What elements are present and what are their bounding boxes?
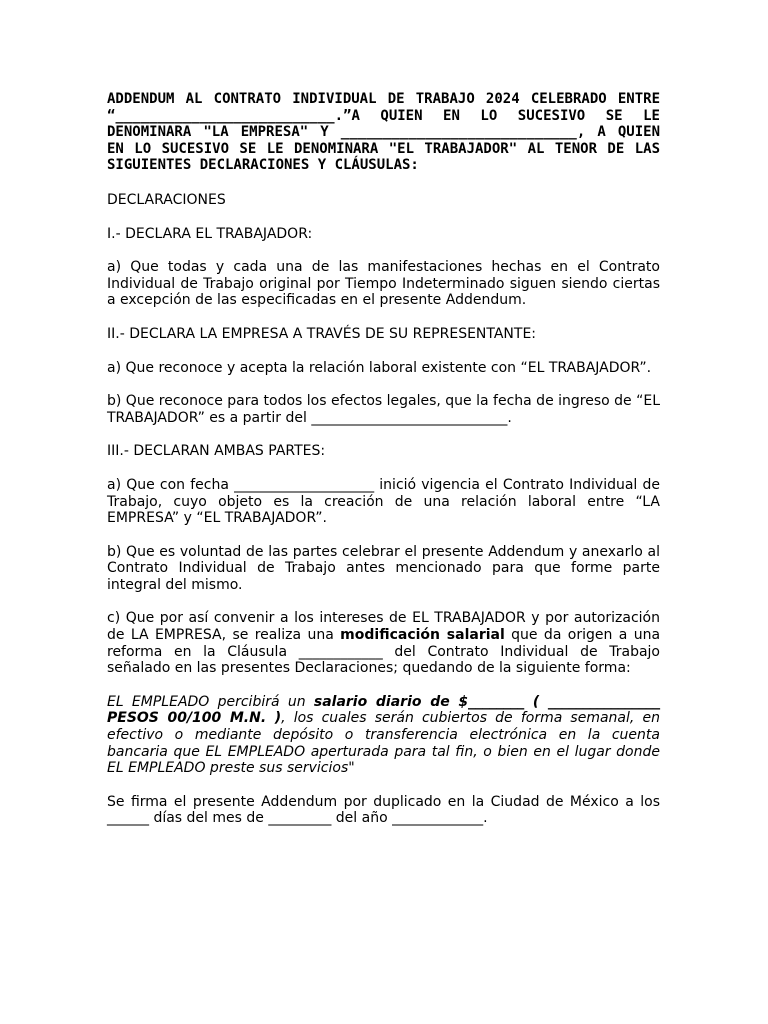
section-3-c-text-2: que da origen a una reforma en la Cláusula (107, 627, 661, 660)
signature-text-3: del año (331, 810, 393, 827)
modificacion-salarial-bold: modificación salarial (340, 627, 505, 644)
fecha-vigencia-blank: ____________________ (234, 476, 375, 493)
salary-amount-blank: ________ (468, 693, 525, 710)
salary-clause (107, 694, 660, 777)
section-3-paragraph-b: b) Que es voluntad de las partes celebrar el presente Addendum y anexarlo al Contrato Individual de Trabajo antes mencionado para que forme parte integral del mismo. (107, 543, 660, 593)
section-2-paragraph-a: a) Que reconoce y acepta la relación laboral existente con “EL TRABAJADOR”. (107, 359, 652, 376)
signature-end: . (483, 810, 488, 827)
fecha-ingreso-blank: ____________________________ (311, 409, 508, 426)
clausula-blank: ____________ (298, 643, 383, 660)
title-blank-2: ____________________________ (340, 124, 577, 141)
salary-words-blank: ________________ (547, 693, 660, 710)
section-3-c-text-1: c) Que por así convenir a los intereses de EL TRABAJADOR y por autorización de LA EMPRESA, se realiza una (107, 610, 660, 644)
declaraciones-heading: DECLARACIONES (107, 191, 226, 208)
section-1-paragraph-a: a) Que todas y cada una de las manifestaciones hechas en el Contrato Individual de Trabajo original por Tiempo Indeterminado siguen siendo ciertas a excepción de las especificadas en el presente Addendum. (107, 259, 660, 309)
salary-bold-3: PESOS 00/100 M.N. ) (107, 710, 282, 727)
section-2-b-end: . (507, 409, 512, 426)
anio-blank: _____________ (392, 810, 484, 827)
salary-text-1: EL EMPLEADO percibirá un (107, 693, 314, 710)
document-body (107, 91, 660, 844)
section-3-c-text-3: del Contrato Individual de Trabajo señalado en las presentes Declaraciones; quedando de la siguiente forma: (107, 643, 660, 677)
section-3-a-text-2: inició vigencia el Contrato Individual de Trabajo, cuyo objeto es la creación de una relación laboral entre “LA EMPRESA” y “EL TRABAJADOR”. (107, 476, 660, 527)
section-2-paragraph-b (107, 393, 660, 426)
section-3-heading: III.- DECLARAN AMBAS PARTES: (107, 443, 326, 460)
salary-bold-1: salario diario de $ (313, 693, 469, 710)
title-blank-1: __________________________ (115, 107, 335, 124)
title-part-2: .”A QUIEN EN LO SUCESIVO SE LE DENOMINARA "LA EMPRESA" Y (107, 107, 660, 141)
section-2-b-text: b) Que reconoce para todos los efectos legales, que la fecha de ingreso de “EL TRABAJADOR” es a partir del (107, 393, 660, 426)
title-part-3: , A QUIEN EN LO SUCESIVO SE LE DENOMINARA "EL TRABAJADOR" AL TENOR DE LAS SIGUIENTES DECLARACIONES Y CLÁUSULAS: (107, 124, 660, 174)
mes-blank: _________ (268, 810, 332, 827)
section-1-heading: I.- DECLARA EL TRABAJADOR: (107, 225, 313, 242)
dias-blank: ______ (107, 810, 149, 827)
section-3-a-text-1: a) Que con fecha (107, 476, 235, 493)
section-3-paragraph-a (107, 477, 660, 527)
section-2-heading: II.- DECLARA LA EMPRESA A TRAVÉS DE SU REPRESENTANTE: (107, 325, 537, 342)
document-title (107, 91, 660, 174)
signature-text-1: Se firma el presente Addendum por duplicado en la Ciudad de México a los (107, 793, 660, 810)
salary-bold-2: ( (524, 693, 548, 710)
salary-text-2: , los cuales serán cubiertos de forma semanal, en efectivo o mediante depósito o transferencia electrónica en la cuenta bancaria que EL EMPLEADO aperturada para tal fin, o bien en el lugar donde EL EMPLEADO preste sus servicios" (107, 710, 660, 777)
section-3-paragraph-c (107, 610, 660, 676)
signature-paragraph (107, 794, 660, 827)
title-part-1: ADDENDUM AL CONTRATO INDIVIDUAL DE TRABAJO 2024 CELEBRADO ENTRE “ (107, 91, 660, 124)
signature-text-2: días del mes de (149, 810, 269, 827)
